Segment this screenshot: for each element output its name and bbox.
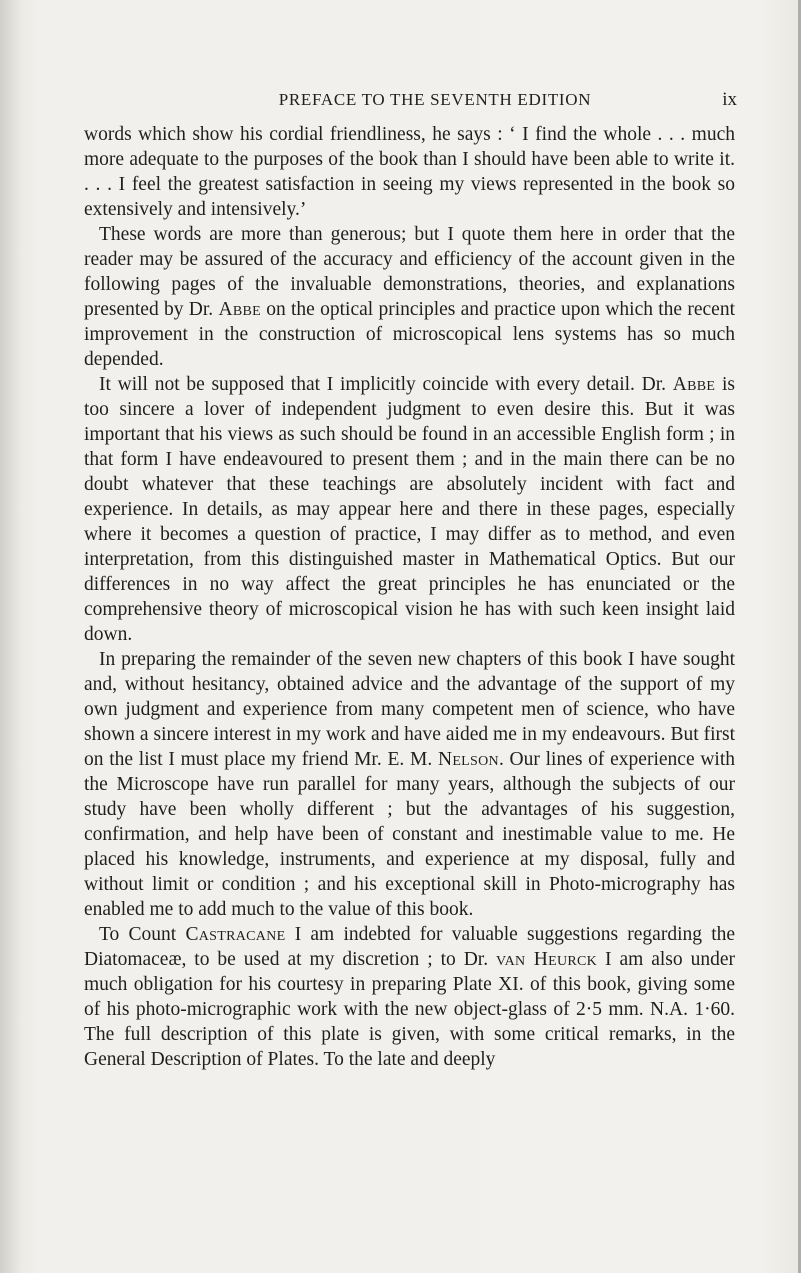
paragraph-3 (84, 372, 735, 647)
paragraph-4-text-a: In preparing the remainder of the seven new chapters of this book I have sought and, without hesitancy, obtained advice and the advantage of the support of my own judgment and experience from many competent men of science, who have shown a sincere interest in my work and have aided me in my endeavours. But first on the list I must place my friend Mr. E. M. (84, 649, 735, 770)
name-abbe-2: Abbe (672, 374, 716, 395)
running-title: PREFACE TO THE SEVENTH EDITION (278, 90, 592, 109)
paragraph-1-text: words which show his cordial friendliness, he says : ‘ I find the whole . . . much more adequate to the purposes of the book than I should have been able to write it. . . . I feel the greatest satisfaction in seeing my views represented in the book so extensively and intensively.’ (84, 124, 735, 220)
paragraph-2-text-b: on the optical principles and practice upon which the recent improvement in the construction of microscopical lens systems has so much depended. (84, 299, 735, 370)
page-number: ix (722, 89, 737, 110)
binding-shadow (0, 0, 22, 1273)
paragraph-2-text-a: These words are more than generous; but I quote them here in order that the reader may be assured of the accuracy and efficiency of the account given in the following pages of the invaluable demonstrations, theories, and explanations presented by Dr. (84, 224, 735, 320)
name-van-heurck: van Heurck (496, 949, 598, 970)
paragraph-2 (84, 222, 735, 372)
name-castracane: Castracane (185, 924, 286, 945)
page-header (0, 88, 801, 112)
paragraph-4-text-b: . Our lines of experience with the Microscope have run parallel for many years, although the subjects of our study have been wholly different ; but the advantages of his suggestion, confirmation, and help have been of constant and inestimable value to me. He placed his knowledge, instruments, and experience at my disposal, fully and without limit or condition ; and his exceptional skill in Photo-micrography has enabled me to add much to the value of this book. (84, 749, 735, 920)
paragraph-4 (84, 647, 735, 922)
name-abbe: Abbe (218, 299, 261, 320)
body-text (84, 122, 735, 1072)
name-nelson: Nelson (437, 749, 499, 770)
paragraph-5-text-b: I am indebted for valuable suggestions regarding the Diatomaceæ, to be used at my discretion ; to Dr. (84, 924, 736, 970)
paragraph-5-text-a: To Count (99, 924, 177, 945)
paragraph-3-text-a: It will not be supposed that I implicitly coincide with every detail. Dr. (99, 374, 667, 395)
paragraph-5-text-c: I am also under much obligation for his courtesy in preparing Plate XI. of this book, giving some of his photo-micrographic work with the new object-glass of 2·5 mm. N.A. 1·60. The full description of this plate is given, with some critical remarks, in the General Description of Plates. To the late and deeply (84, 949, 735, 1070)
paragraph-5 (84, 922, 735, 1072)
paragraph-1 (84, 122, 735, 222)
paragraph-3-text-b: is too sincere a lover of independent judgment to even desire this. But it was important that his views as such should be found in an accessible English form ; in that form I have endeavoured to present them ; and in the main there can be no doubt whatever that these teachings are absolutely incident with fact and experience. In details, as may appear here and there in these pages, especially where it becomes a question of practice, I may differ as to method, and even interpretation, from this distinguished master in Mathematical Optics. But our differences in no way affect the great principles he has enunciated or the comprehensive theory of microscopical vision he has with such keen insight laid down. (84, 374, 736, 645)
